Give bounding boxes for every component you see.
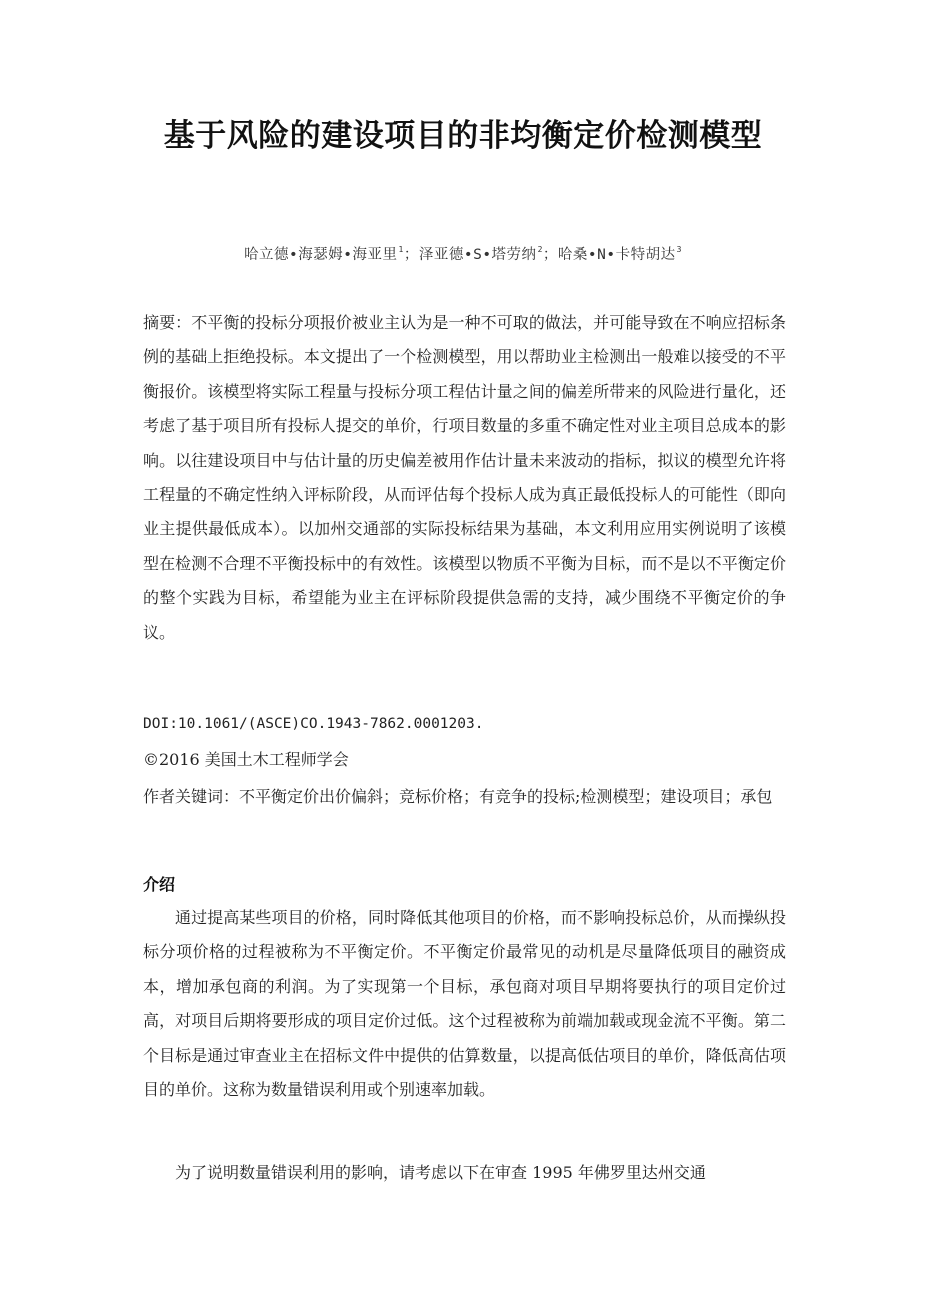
affiliation-marker: 2 (537, 245, 543, 254)
keywords-text: 作者关键词：不平衡定价出价偏斜；竞标价格；有竞争的投标;检测模型；建设项目；承包 (143, 787, 773, 806)
affiliation-marker: 1 (398, 245, 404, 254)
section-heading-introduction: 介绍 (143, 875, 176, 894)
author-separator: ； (403, 247, 419, 263)
author-name: 哈立德•海瑟姆•海亚里 (244, 247, 398, 263)
copyright-notice: ©2016 美国土木工程师学会 (143, 750, 349, 769)
abstract-text: 摘要：不平衡的投标分项报价被业主认为是一种不可取的做法，并可能导致在不响应招标条例的基础上拒绝投标。本文提出了一个检测模型，用以帮助业主检测出一般难以接受的不平衡报价。该模型将实际工程量与投标分项工程估计量之间的偏差所带来的风险进行量化，还考虑了基于项目所有投标人提交的单价，行项目数量的多重不确定性对业主项目总成本的影响。以往建设项目中与估计量的历史偏差被用作估计量未来波动的指标，拟议的模型允许将工程量的不确定性纳入评标阶段，从而评估每个投标人成为真正最低投标人的可能性（即向业主提供最低成本）。以加州交通部的实际投标结果为基础，本文利用应用实例说明了该模型在检测不合理不平衡投标中的有效性。该模型以物质不平衡为目标，而不是以不平衡定价的整个实践为目标，希望能为业主在评标阶段提供急需的支持，减少围绕不平衡定价的争议。 (143, 313, 786, 642)
author-list (140, 238, 786, 267)
doi-text: DOI:10.1061/(ASCE)CO.1943-7862.0001203. (143, 716, 484, 732)
body-paragraph: 通过提高某些项目的价格，同时降低其他项目的价格，而不影响投标总价，从而操纵投标分项价格的过程被称为不平衡定价。不平衡定价最常见的动机是尽量降低项目的融资成本，增加承包商的利润。为了实现第一个目标，承包商对项目早期将要执行的项目定价过高，对项目后期将要形成的项目定价过低。这个过程被称为前端加载或现金流不平衡。第二个目标是通过审查业主在招标文件中提供的估算数量，以提高低估项目的单价，降低高估项目的单价。这称为数量错误利用或个别速率加载。 (143, 908, 786, 1100)
author-name: 泽亚德•S•塔劳纳 (418, 247, 537, 263)
affiliation-marker: 3 (676, 245, 682, 254)
body-paragraph: 为了说明数量错误利用的影响，请考虑以下在审查 1995 年佛罗里达州交通 (175, 1163, 706, 1182)
paper-title: 基于风险的建设项目的非均衡定价检测模型 (163, 118, 763, 154)
author-separator: ； (542, 247, 558, 263)
author-name: 哈桑•N•卡特胡达 (557, 247, 676, 263)
